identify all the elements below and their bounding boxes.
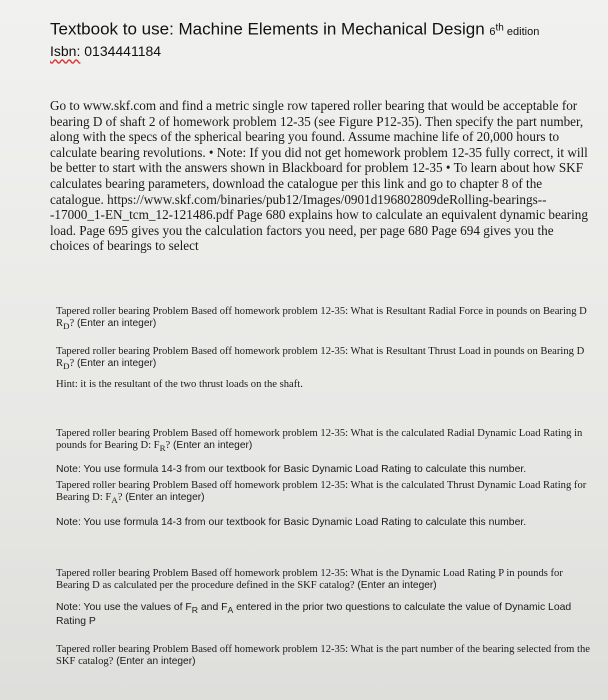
intro-paragraph: Go to www.skf.com and find a metric single row tapered roller bearing that would be acceptable for bearing D of shaft 2 of homework problem 12-35 (see Figure P12-35). Then specify the part number, along with the specs of the spherical bearing you found. Assume machine life of 20,000 hours to calculate bearing revolutions. • Note: If you did not get homework problem 12-35 fully correct, it will be better to start with the answers shown in Blackboard for problem 12-35 • To learn about how SKF calculates bearing parameters, download the catalogue per this link and go to chapter 8 of the catalogue. https://www.skf.com/binaries/pub12/Images/0901d196802809deRolling-bearings---17000_1-EN_tcm_12-121486.pdf Page 680 explains how to calculate an equivalent dynamic bearing load. Page 695 gives you the calculation factors you need, per page 680 Page 694 gives you the choices of bearings to select — [50, 98, 588, 254]
question-radial-dynamic-load-rating — [56, 428, 596, 476]
question-text: Tapered roller bearing Problem Based off homework problem 12-35: What is the calculated Thrust Dynamic Load Rating for Bearing D: $F_A$? (Enter an integer) — [56, 480, 587, 506]
note-text: Note: You use formula 14-3 from our textbook for Basic Dynamic Load Rating to calculate this number. — [56, 463, 527, 475]
question-part-number — [56, 644, 596, 669]
hint-text: Hint: it is the resultant of the two thrust loads on the shaft. — [56, 378, 303, 390]
edition: 6th edition — [489, 22, 540, 38]
question-text: Tapered roller bearing Problem Based off homework problem 12-35: What is the calculated Radial Dynamic Load Rating in pounds for Bearing D: $F_R$? (Enter an integer) — [56, 428, 583, 454]
isbn-line — [50, 42, 590, 60]
page-title: Textbook to use: Machine Elements in Mechanical Design 6th edition — [50, 19, 540, 39]
question-resultant-thrust-load — [56, 346, 596, 391]
question-text: Tapered roller bearing Problem Based off homework problem 12-35: What is the Dynamic Load Rating P in pounds for Bearing D as calculated per the procedure defined in the SKF catalog? (Enter an integer) — [56, 568, 563, 592]
isbn-label: Isbn: — [50, 42, 81, 59]
question-thrust-dynamic-load-rating — [56, 480, 596, 529]
question-text: Tapered roller bearing Problem Based off homework problem 12-35: What is Resultant Radial Force in pounds on Bearing D $R_D$? (Enter an integer) — [56, 306, 587, 332]
note-text: Note: You use the values of $F_R$ and $F_A$ entered in the prior two questions to calculate the value of Dynamic Load Rating P — [56, 601, 572, 628]
question-text: Tapered roller bearing Problem Based off homework problem 12-35: What is the part number of the bearing selected from the SKF catalog? (Enter an integer) — [56, 644, 590, 668]
header — [50, 18, 590, 60]
note-text: Note: You use formula 14-3 from our textbook for Basic Dynamic Load Rating to calculate this number. — [56, 516, 527, 528]
question-text: Tapered roller bearing Problem Based off homework problem 12-35: What is Resultant Thrust Load in pounds on Bearing D $R_D$? (Enter an integer) — [56, 346, 585, 372]
question-resultant-radial-force — [56, 306, 596, 333]
question-dynamic-load-rating-p — [56, 568, 596, 629]
isbn-value: 0134441184 — [80, 42, 162, 59]
intro-instructions — [50, 98, 595, 254]
